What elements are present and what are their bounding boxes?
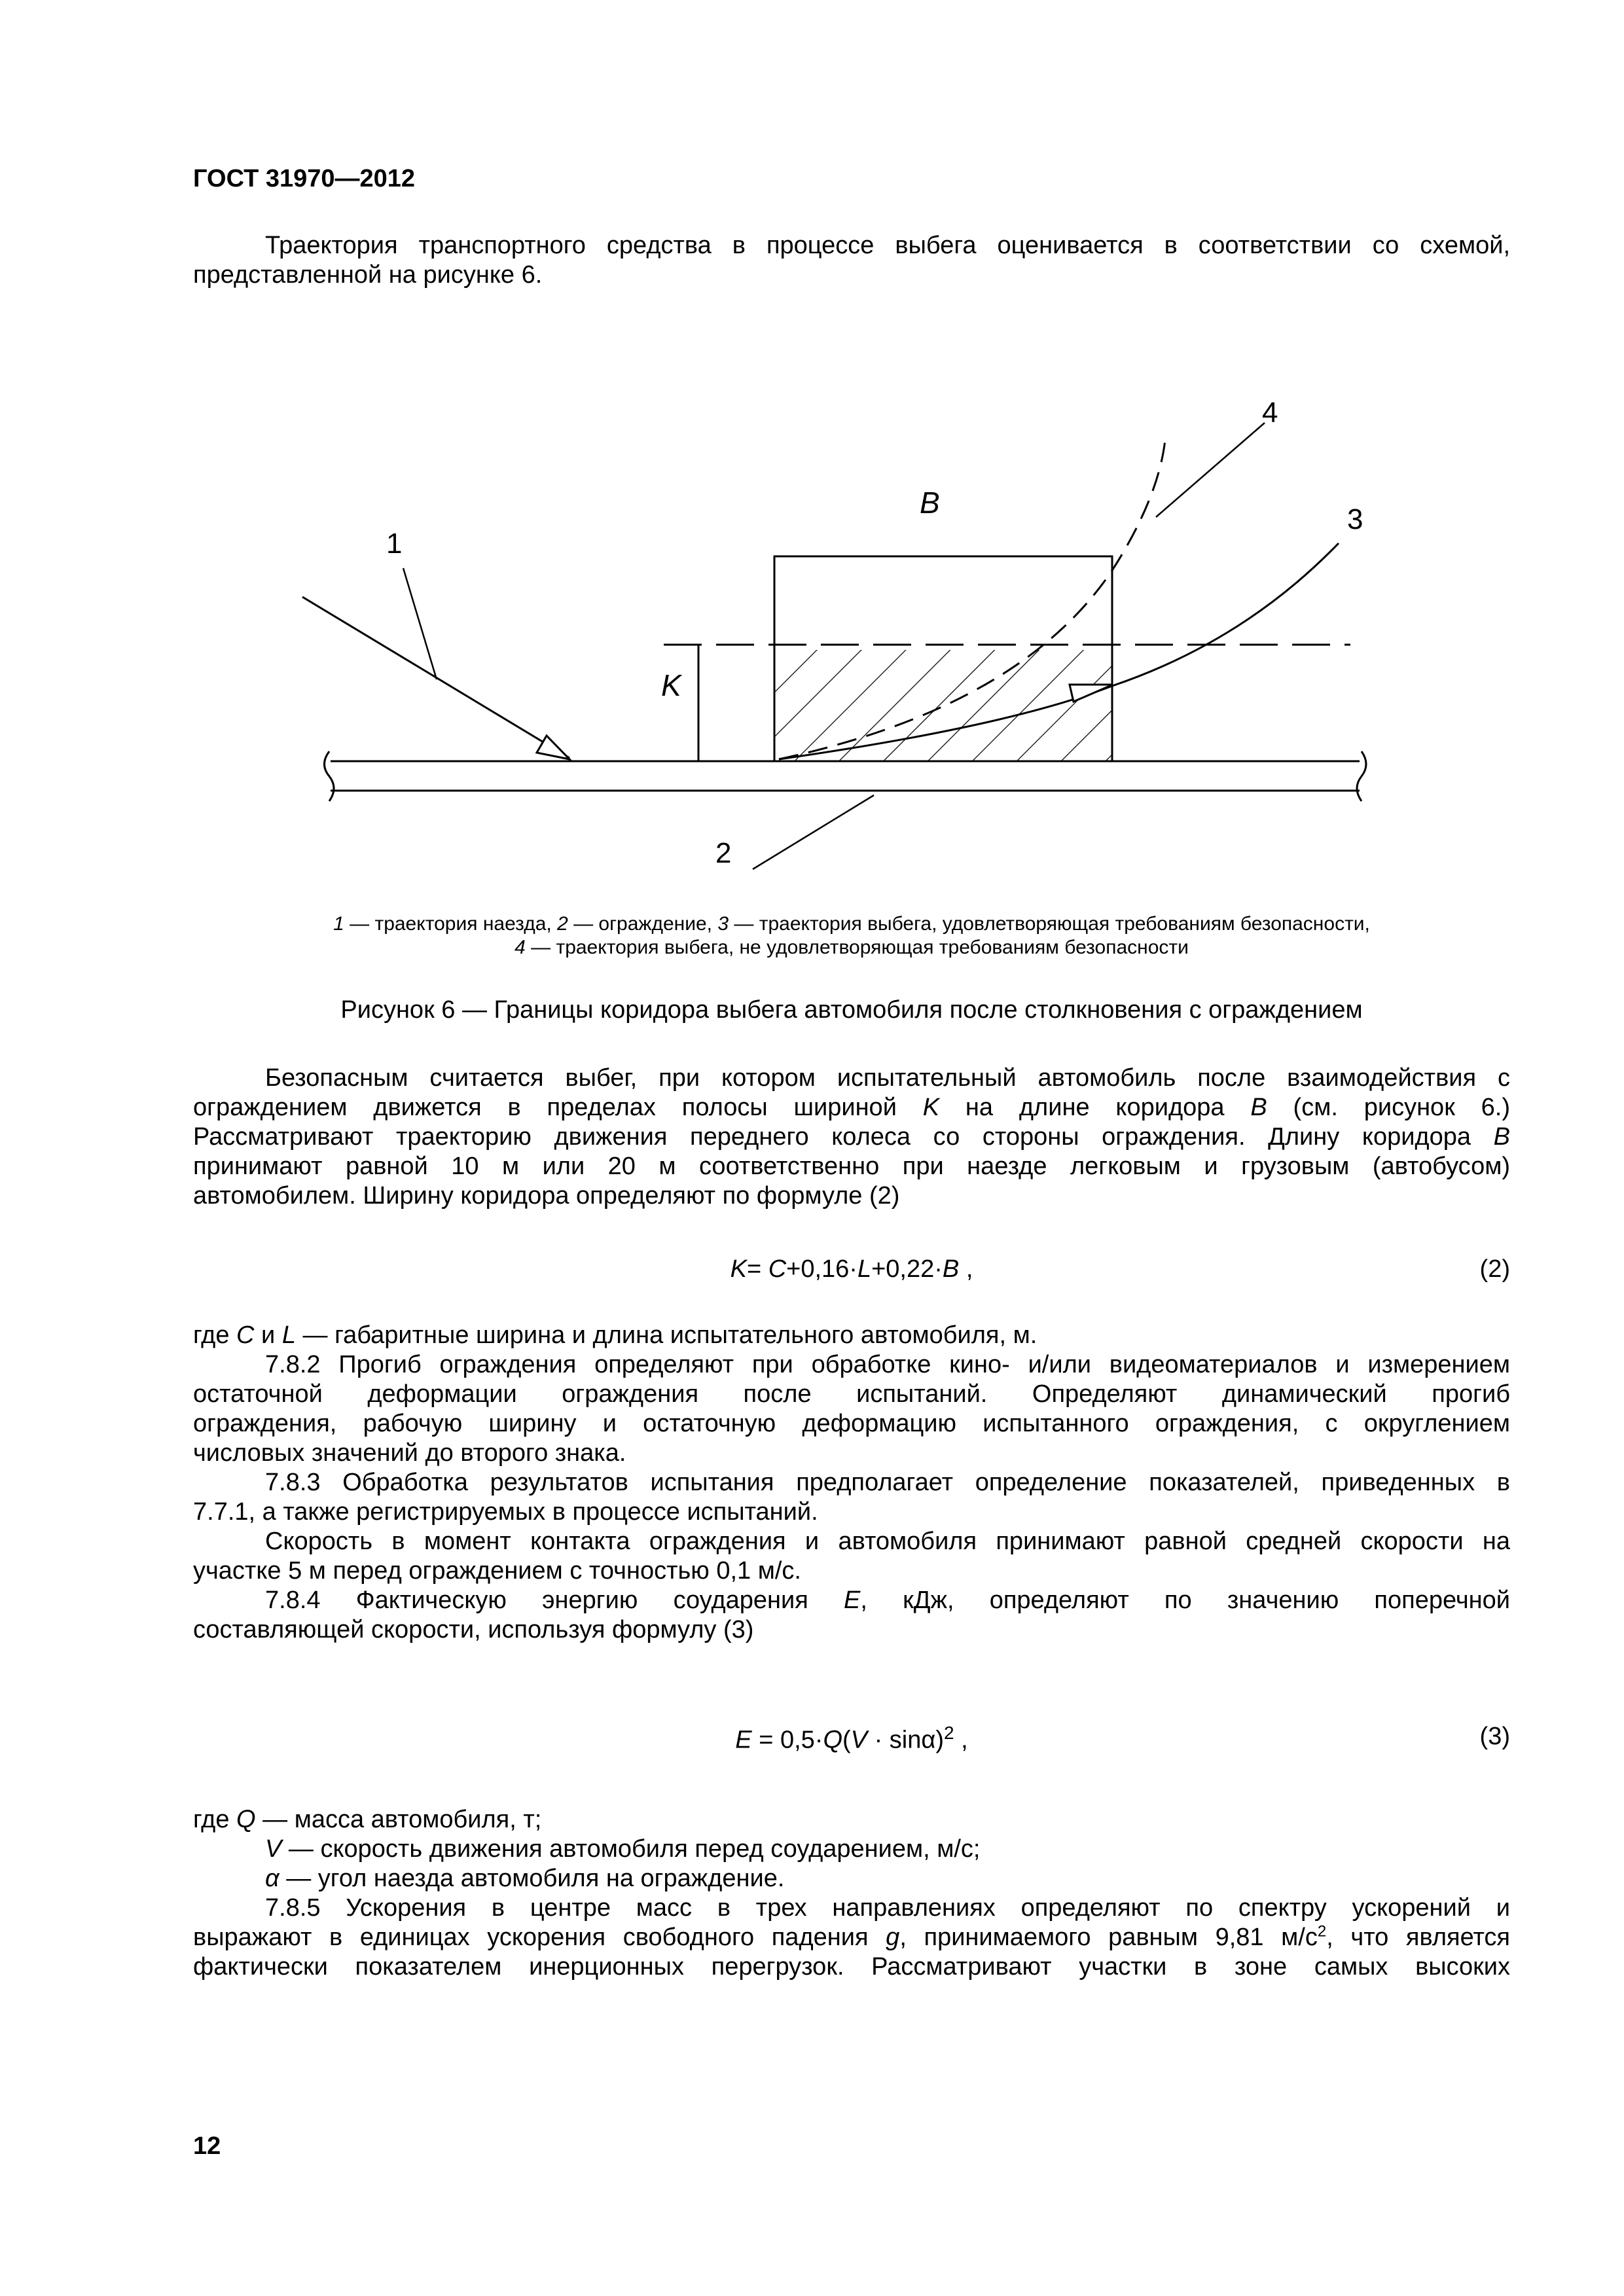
- figure-6-diagram: [0, 380, 1624, 903]
- leader-1: [403, 568, 437, 679]
- approach-arrow: [537, 736, 569, 759]
- figure-title: Рисунок 6 — Границы коридора выбега автомобиля после столкновения с ограждением: [340, 996, 1363, 1024]
- figure-legend: 1 — траектория наезда, 2 — ограждение, 3 — траектория выбега, удовлетворяющая требованиям безопасности, 4 — траектория выбега, не удовлетворяющая требованиям безопасности: [333, 913, 1370, 958]
- label-4: 4: [1262, 397, 1278, 429]
- document-header: ГОСТ 31970—2012: [193, 165, 416, 192]
- label-b: B: [920, 486, 940, 520]
- label-k: K: [661, 668, 681, 702]
- formula-3: $E = 0,5\cdot Q(V \cdot \sin\alpha)^2$ , (3): [735, 1723, 1510, 1754]
- formula-2: K= C+0,16·L+0,22·B , (2): [730, 1255, 1510, 1283]
- label-3: 3: [1347, 503, 1363, 535]
- leader-2: [753, 795, 874, 869]
- break-mark-right: [1357, 751, 1366, 801]
- label-2: 2: [715, 837, 732, 869]
- where-c-l: где C и L — габаритные ширина и длина испытательного автомобиля, м.: [193, 1321, 1038, 1349]
- label-1: 1: [386, 528, 403, 560]
- paragraph-7-8-3: 7.8.3 Обработка результатов испытания предполагает определение показателей, приведенных в 7.7.1, а также регистрируемых в процессе испытаний.: [193, 1469, 1510, 1526]
- paragraph-7-8-2: 7.8.2 Прогиб ограждения определяют при обработке кино- и/или видеоматериалов и измерением остаточной деформации ограждения после испытаний. Определяют динамический прогиб ограждения, рабочую ширину и остаточную деформацию испытанного ограждения, с округлением числовых значений до второго знака.: [193, 1351, 1510, 1467]
- intro-paragraph: Траектория транспортного средства в процессе выбега оценивается в соответствии со схемой, представленной на рисунке 6.: [193, 232, 1510, 289]
- leader-4: [1156, 423, 1265, 517]
- paragraph-7-8-5: 7.8.5 Ускорения в центре масс в трех направлениях определяют по спектру ускорений и выражают в единицах ускорения свободного падения g, принимаемого равным 9,81 $м/с^2$, что является фактически показателем инерционных перегрузок. Рассматривают участки в зоне самых высоких: [193, 1894, 1511, 1981]
- corridor-hatch: [774, 650, 1112, 761]
- paragraph-safe-run: Безопасным считается выбег, при котором испытательный автомобиль после взаимодействия с ограждением движется в пределах полосы шириной K на длине коридора B (см. рисунок 6.) Рассматривают траекторию движения переднего колеса со стороны ограждения. Длину коридора B принимают равной 10 м или 20 м соответственно при наезде легковым и грузовым (автобусом) автомобилем. Ширину коридора определяют по формуле (2): [193, 1064, 1510, 1210]
- paragraph-speed: Скорость в момент контакта ограждения и автомобиля принимают равной средней скорости на участке 5 м перед ограждением с точностью 0,1 м/с.: [193, 1528, 1510, 1585]
- formula-2-number: (2): [1479, 1255, 1510, 1283]
- formula-3-number: (3): [1479, 1723, 1510, 1750]
- break-mark-left: [325, 751, 334, 801]
- page-number: 12: [193, 2132, 221, 2160]
- paragraph-7-8-4: 7.8.4 Фактическую энергию соударения E, кДж, определяют по значению поперечной составляющей скорости, используя формулу (3): [193, 1587, 1510, 1643]
- where-q-v-alpha: где Q — масса автомобиля, т; V — скорость движения автомобиля перед соударением, м/с; α — угол наезда автомобиля на ограждение.: [193, 1806, 981, 1892]
